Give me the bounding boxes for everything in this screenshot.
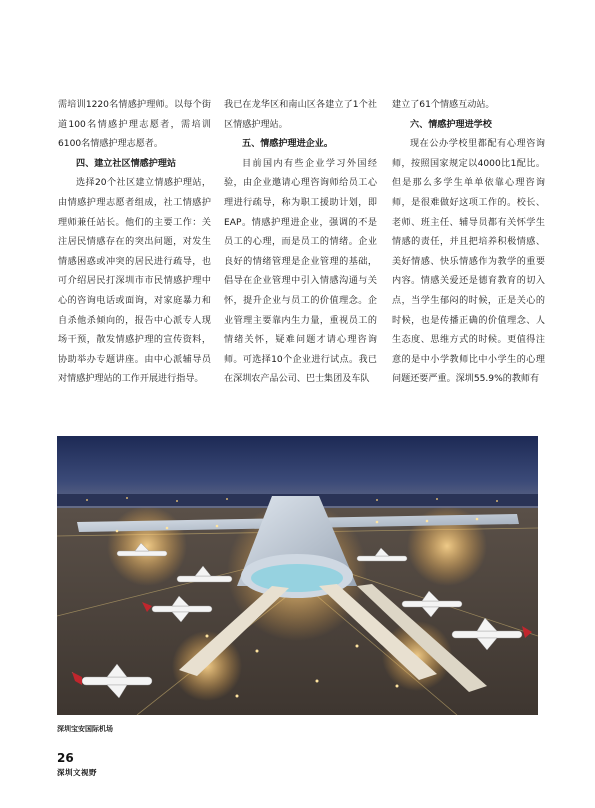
- text-column-2: [224, 96, 377, 390]
- photo-caption: 深圳宝安国际机场: [57, 725, 113, 733]
- paragraph: 我已在龙华区和南山区各建立了1个社区情感护理站。: [224, 100, 377, 130]
- paragraph: 建立了61个情感互动站。: [392, 100, 495, 110]
- airport-photo: [57, 436, 538, 715]
- paragraph: 需培训1220名情感护理师。以每个街道100名情感护理志愿者，需培训6100名情感护理志愿者。: [58, 100, 211, 150]
- text-column-1: [58, 96, 211, 390]
- paragraph: 目前国内有些企业学习外国经验，由企业邀请心理咨询师给员工心理进行疏导，称为职工援助计划，即EAP。情感护理进企业，强调的不是员工的心理，而是员工的情绪。企业良好的情绪管理是企业管理的基础，倡导在企业管理中引入情感沟通与关怀，提升企业与员工的价值理念。企业管理主要靠内生力量，重视员工的情绪关怀，疑难问题才请心理咨询师。可选择10个企业进行试点。我已在深圳农产品公司、巴士集团及车队: [224, 158, 377, 385]
- section-heading-6: 六、情感护理进学校: [410, 119, 492, 130]
- paragraph: 选择20个社区建立情感护理站，由情感护理志愿者组成，社工情感护理师兼任站长。他们的主要工作：关注居民情感存在的突出问题，对发生情感困惑或冲突的居民进行疏导，也可介绍居民打深圳市市民情感护理中心的咨询电话或面询，对家庭暴力和自杀他杀倾向的，报告中心派专人现场干预，散发情感护理的宣传资料，协助举办专题讲座。由中心派辅导员对情感护理站的工作开展进行指导。: [58, 178, 211, 385]
- text-column-3: [392, 96, 545, 390]
- paragraph: 现在公办学校里都配有心理咨询师，按照国家规定以4000比1配比。但是那么多学生单单依靠心理咨询师，是很难做好这项工作的。校长、老师、班主任、辅导员都有关怀学生情感的责任，并且把培养积极情感、美好情感、快乐情感作为教学的重要内容。情感关爱还是德育教育的切入点，当学生郁闷的时候，正是关心的时候，也是传播正确的价值理念、人生态度、思维方式的时候。更值得注意的是中小学教师比中小学生的心理问题还要严重。深圳55.9%的教师有: [392, 139, 545, 385]
- magazine-logo: 深圳文视野: [57, 768, 97, 777]
- page-number: 26: [57, 751, 74, 765]
- section-heading-4: 四、建立社区情感护理站: [76, 158, 177, 169]
- section-heading-5: 五、情感护理进企业。: [242, 139, 333, 150]
